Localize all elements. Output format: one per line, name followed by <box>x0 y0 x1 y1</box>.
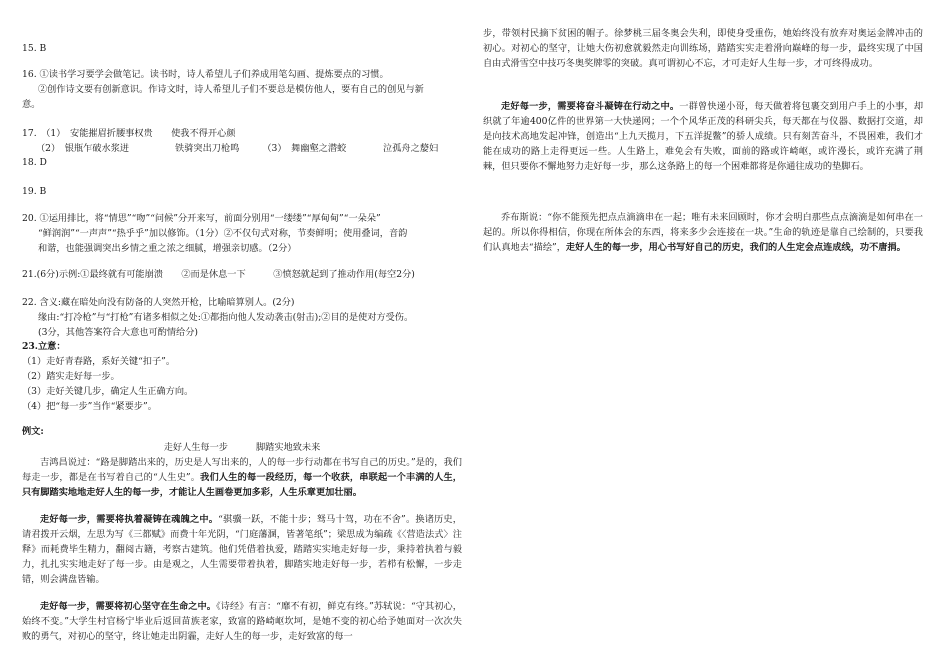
essay-p3-topic: 走好每一步，需要将初心坚守在生命之中。 <box>40 601 217 612</box>
answer-23-title: 23.立意： <box>22 341 66 352</box>
answer-23-item: （2）踏实走好每一步。 <box>22 371 120 382</box>
answer-22-line: 缘由:“打冷枪”与“打枪”有诸多相似之处:①都指向他人发动袭击(射击);②目的是使对方受伤。 <box>38 312 414 323</box>
answer-17-line: （2） 银瓶乍破水浆迸 铁骑突出刀枪鸣 （3） 舞幽壑之潜蛟 泣孤舟之嫠妇 <box>36 143 439 154</box>
essay-p5-text: 乔布斯说：“你不能预先把点点滴滴串在一起；唯有未来回顾时，你才会明白那些点点滴滴是如何串在一起的。所以你得相信，你现在所体会的东西，将来多少会连接在一块。”生命的轨迹是靠自己绘制的，只要我们认真地去“描绘”， <box>483 212 923 253</box>
essay-p3-text: 《诗经》有言：“靡不有初，鲜克有终。”苏轼说：“守其初心，始终不变。”大学生村官杨宁毕业后返回苗族老家，致富的路崎岖坎坷，是她不变的初心给予她面对一次次失败的勇气，对初心的坚守，终让她走出阴霾，走好人生的每一步，走好致富的每一 <box>22 601 462 642</box>
essay-p4-topic: 走好每一步，需要将奋斗凝铸在行动之中。 <box>501 101 680 112</box>
answer-17-line: 17. （1） 安能摧眉折腰事权贵 使我不得开心颜 <box>22 128 236 139</box>
answer-22-line: 22. 含义:藏在暗处向没有防备的人突然开枪，比喻暗算别人。(2分) <box>22 297 295 308</box>
answer-17 <box>22 126 462 156</box>
essay-p2-topic: 走好每一步，需要将执着凝铸在魂魄之中。 <box>40 514 219 525</box>
essay-paragraph-3 <box>22 599 462 644</box>
answer-18 <box>22 155 462 170</box>
example-label: 例文: <box>22 426 44 437</box>
essay-paragraph-4 <box>483 99 923 174</box>
answer-20-line: “鲜润润”“一声声”“热乎乎”加以修饰。（1分）②不仅句式对称，节奏鲜明；使用叠词，音韵 <box>38 228 408 239</box>
answer-18-text: 18. D <box>22 157 47 168</box>
answer-16 <box>22 67 462 112</box>
essay-p4-text: 一群曾快递小哥，每天做着将包裹交到用户手上的小事，却织就了年逾400亿件的世界第一大快递网；一个个风华正茂的科研尖兵，每天都在与仪器、数据打交道，却是向技术高地发起冲锋，创造出“上九天揽月，下五洋捉鳖”的骄人成绩。只有刻苦奋斗，不畏困难，我们才能在成功的路上走得更远一些。人生路上，难免会有失败，面前的路或许崎岖，或许漫长，或许充满了荆棘，但只要你不懈地努力走好每一步，那么这条路上的每一个困难都将是你通往成功的垫脚石。 <box>483 101 924 172</box>
essay-paragraph-2 <box>22 512 462 587</box>
answer-20-line: 和谐，也能强调突出乡情之重之浓之细腻，增强亲切感。（2分） <box>38 243 297 254</box>
essay-p1-emphasis: 我们人生的每一段经历，每一个收获，串联起一个丰满的人生，只有脚踏实地地走好人生的每一步，才能让人生画卷更加多彩，人生乐章更加壮丽。 <box>22 472 462 498</box>
answer-22-line: (3分，其他答案符合大意也可酌情给分) <box>38 327 199 338</box>
answer-16-line: 意。 <box>22 99 41 110</box>
answer-23 <box>22 339 462 414</box>
essay-title-main: 走好人生每一步 <box>163 442 228 453</box>
answer-16-line: 16. ①读书学习要学会做笔记。读书时，诗人希望儿子们养成用笔勾画、提炼要点的习惯。 <box>22 69 389 80</box>
answer-20-line: 20. ①运用排比，将“情思”“吻”“问候”分开来写，前面分别用“一缕缕”“厚甸甸”“一朵朵” <box>22 213 381 224</box>
answer-23-item: （4）把“每一步”当作“紧要步”。 <box>22 401 157 412</box>
essay-p5-emphasis: 走好人生的每一步，用心书写好自己的历史，我们的人生定会点连成线，功不唐捐。 <box>565 242 906 253</box>
answer-15 <box>22 41 462 56</box>
answer-19-text: 19. B <box>22 186 47 197</box>
essay-p3-cont-text: 步，带领村民摘下贫困的帽子。徐梦桃三届冬奥会失利，即使身受重伤，她始终没有放弃对奥运金牌冲击的初心。对初心的坚守，让她大伤初愈就毅然走向训练场，踏踏实实走着滑向巅峰的每一步，最终实现了中国自由式滑雪空中技巧冬奥奖牌零的突破。真可谓初心不忘，才可走好人生每一步，才可终得成功。 <box>483 28 923 69</box>
essay-paragraph-3-continued <box>483 26 923 71</box>
answer-16-line: ②创作诗文要有创新意识。作诗文时，诗人希望儿子们不要总是模仿他人，要有自己的创见与新 <box>38 84 424 95</box>
answer-15-text: 15. B <box>22 43 47 54</box>
answer-21 <box>22 267 462 282</box>
essay-title <box>22 440 462 455</box>
answer-21-text: 21.(6分)示例:①最终就有可能崩溃 ②而是休息一下 ③愤怒就起到了推动作用(每空2分) <box>22 269 415 280</box>
essay-title-sub: 脚踏实地致未来 <box>256 442 321 453</box>
answer-22 <box>22 295 462 340</box>
answer-19 <box>22 184 462 199</box>
answer-23-item: （3）走好关键几步，确定人生正确方向。 <box>22 386 194 397</box>
essay-paragraph-1 <box>22 455 462 500</box>
essay-p1-text: 吉鸿昌说过：“路是脚踏出来的，历史是人写出来的，人的每一步行动都在书写自己的历史。”是的，我们每走一步，都是在书写着自己的“人生史”。 <box>22 457 462 483</box>
answer-23-item: （1）走好青春路，系好关键“扣子”。 <box>22 356 176 367</box>
essay-paragraph-5 <box>483 210 923 255</box>
answer-20 <box>22 211 462 256</box>
essay-p2-text: “骐骥一跃，不能十步；驽马十驾，功在不舍”。换诸历史，请君拨开云烟，左思为写《三都赋》而费十年光阴，“门庭藩溷，皆著笔纸”；梁思成为编疏《〈营造法式〉注释》而耗费毕生精力，翻阅古籍，考察古建筑。他们凭借着执爱，踏踏实实地走好每一步，秉持着执着与毅力，扎扎实实地走好了每一步。由是观之，人生需要带着执着，脚踏实地走好每一步，若栉有松懈，一步走错，则会满盘皆输。 <box>22 514 462 585</box>
